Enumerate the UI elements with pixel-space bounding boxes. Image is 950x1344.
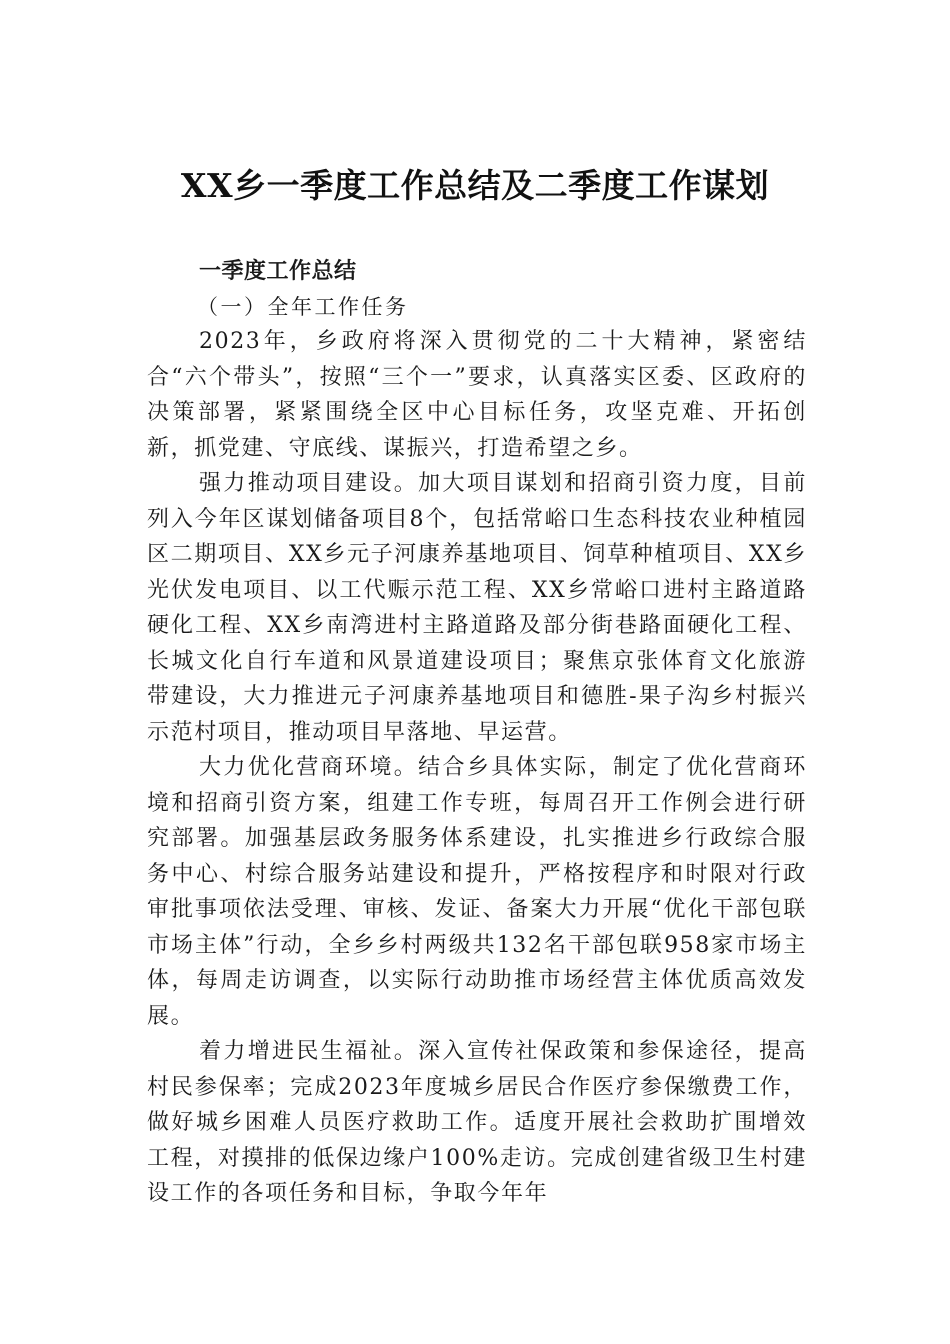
document-title: XX乡一季度工作总结及二季度工作谋划 [180, 166, 770, 205]
paragraph-livelihood: 着力增进民生福祉。深入宣传社保政策和参保途径，提高村民参保率；完成2023年度城乡居民合作医疗参保缴费工作，做好城乡困难人员医疗救助工作。适度开展社会救助扩围增效工程，对摸排的低保边缘户100%走访。完成创建省级卫生村建设工作的各项任务和目标，争取今年年 [147, 1039, 807, 1206]
paragraph-overview: 2023年，乡政府将深入贯彻党的二十大精神，紧密结合“六个带头”，按照“三个一”要求，认真落实区委、区政府的决策部署，紧紧围绕全区中心目标任务，攻坚克难、开拓创新，抓党建、守底线、谋振兴，打造希望之乡。 [147, 329, 807, 461]
paragraph-business-environment: 大力优化营商环境。结合乡具体实际，制定了优化营商环境和招商引资方案，组建工作专班，每周召开工作例会进行研究部署。加强基层政务服务体系建设，扎实推进乡行政综合服务中心、村综合服务站建设和提升，严格按程序和时限对行政审批事项依法受理、审核、发证、备案大力开展“优化干部包联市场主体”行动，全乡乡村两级共132名干部包联958家市场主体，每周走访调查，以实际行动助推市场经营主体优质高效发展。 [147, 755, 807, 1029]
document-body [147, 254, 807, 1212]
subsection-heading: （一）全年工作任务 [197, 295, 409, 319]
paragraph-projects: 强力推动项目建设。加大项目谋划和招商引资力度，目前列入今年区谋划储备项目8个，包括常峪口生态科技农业种植园区二期项目、XX乡元子河康养基地项目、饲草种植项目、XX乡光伏发电项目、以工代赈示范工程、XX乡常峪口进村主路道路硬化工程、XX乡南湾进村主路道路及部分街巷路面硬化工程、长城文化自行车道和风景道建设项目；聚焦京张体育文化旅游带建设，大力推进元子河康养基地项目和德胜-果子沟乡村振兴示范村项目，推动项目早落地、早运营。 [147, 471, 807, 745]
section-heading: 一季度工作总结 [199, 259, 357, 284]
